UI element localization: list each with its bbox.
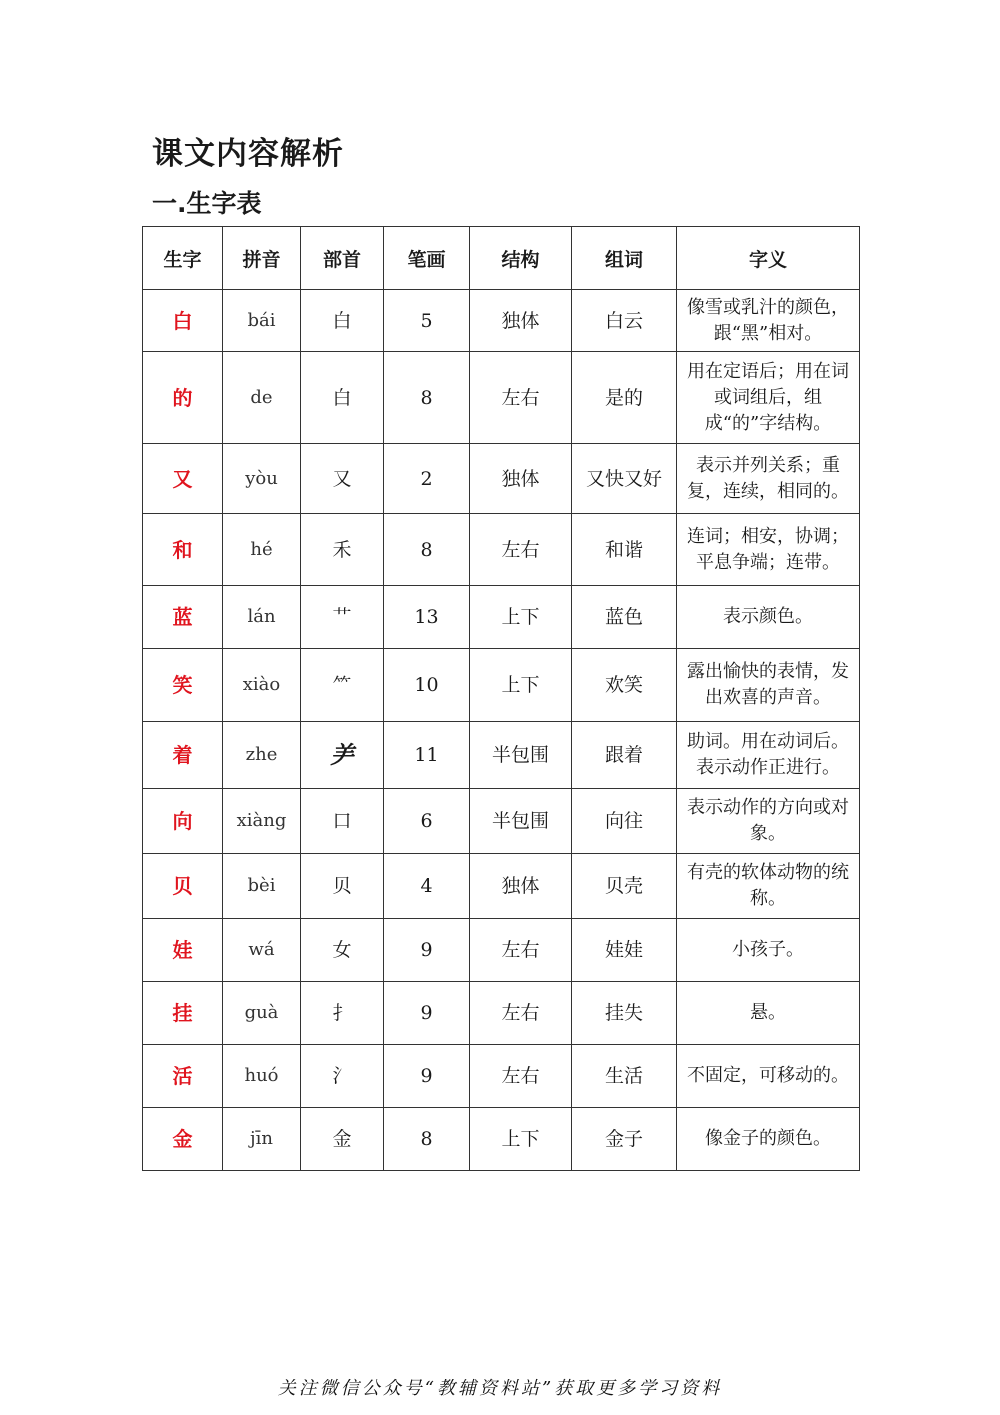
cell-words: 向往 [572, 789, 677, 854]
cell-structure: 上下 [470, 1108, 572, 1171]
cell-structure: 独体 [470, 854, 572, 919]
vocabulary-table [142, 226, 860, 1171]
cell-strokes: 2 [384, 444, 470, 514]
cell-char: 活 [143, 1045, 223, 1108]
cell-words: 娃娃 [572, 919, 677, 982]
cell-radical: 又 [301, 444, 384, 514]
cell-words: 挂失 [572, 982, 677, 1045]
cell-strokes: 8 [384, 514, 470, 586]
cell-words: 生活 [572, 1045, 677, 1108]
cell-meaning: 露出愉快的表情，发出欢喜的声音。 [677, 649, 860, 722]
cell-pinyin: guà [223, 982, 301, 1045]
cell-char: 娃 [143, 919, 223, 982]
cell-pinyin: xiàng [223, 789, 301, 854]
cell-radical: 白 [301, 352, 384, 444]
cell-words: 贝壳 [572, 854, 677, 919]
cell-strokes: 9 [384, 1045, 470, 1108]
cell-structure: 左右 [470, 352, 572, 444]
cell-char: 挂 [143, 982, 223, 1045]
header-words: 组词 [572, 227, 677, 290]
cell-meaning: 表示并列关系；重复，连续，相同的。 [677, 444, 860, 514]
cell-meaning: 表示颜色。 [677, 586, 860, 649]
cell-char: 金 [143, 1108, 223, 1171]
cell-radical: 女 [301, 919, 384, 982]
cell-structure: 左右 [470, 514, 572, 586]
cell-char: 蓝 [143, 586, 223, 649]
cell-char: 又 [143, 444, 223, 514]
cell-char: 的 [143, 352, 223, 444]
table-row [143, 514, 860, 586]
table-row [143, 789, 860, 854]
table-row [143, 919, 860, 982]
table-row [143, 854, 860, 919]
header-strokes: 笔画 [384, 227, 470, 290]
cell-meaning: 像雪或乳汁的颜色，跟“黑”相对。 [677, 290, 860, 352]
header-radical: 部首 [301, 227, 384, 290]
cell-pinyin: de [223, 352, 301, 444]
table-row [143, 722, 860, 789]
cell-meaning: 有壳的软体动物的统称。 [677, 854, 860, 919]
cell-pinyin: huó [223, 1045, 301, 1108]
cell-structure: 左右 [470, 982, 572, 1045]
page-title: 课文内容解析 [152, 136, 344, 172]
cell-radical: 艹 [301, 586, 384, 649]
cell-words: 跟着 [572, 722, 677, 789]
cell-radical: 禾 [301, 514, 384, 586]
cell-radical: 金 [301, 1108, 384, 1171]
cell-meaning: 助词。用在动词后。表示动作正进行。 [677, 722, 860, 789]
table-row [143, 649, 860, 722]
cell-pinyin: lán [223, 586, 301, 649]
cell-structure: 半包围 [470, 789, 572, 854]
cell-structure: 独体 [470, 290, 572, 352]
table-header-row [143, 227, 860, 290]
cell-structure: 左右 [470, 919, 572, 982]
section-title: 一.生字表 [152, 189, 262, 218]
cell-strokes: 5 [384, 290, 470, 352]
header-structure: 结构 [470, 227, 572, 290]
cell-meaning: 悬。 [677, 982, 860, 1045]
cell-structure: 独体 [470, 444, 572, 514]
cell-pinyin: jīn [223, 1108, 301, 1171]
cell-meaning: 不固定，可移动的。 [677, 1045, 860, 1108]
footer-note: 关注微信公众号“教辅资料站”获取更多学习资料 [277, 1378, 723, 1399]
cell-char: 贝 [143, 854, 223, 919]
table-row [143, 1045, 860, 1108]
cell-structure: 半包围 [470, 722, 572, 789]
cell-structure: 上下 [470, 649, 572, 722]
header-meaning: 字义 [677, 227, 860, 290]
cell-meaning: 像金子的颜色。 [677, 1108, 860, 1171]
cell-radical: ⺮ [301, 649, 384, 722]
cell-meaning: 用在定语后；用在词或词组后，组成“的”字结构。 [677, 352, 860, 444]
cell-pinyin: hé [223, 514, 301, 586]
cell-char: 向 [143, 789, 223, 854]
table-row [143, 352, 860, 444]
cell-words: 是的 [572, 352, 677, 444]
cell-radical: ⺶ [301, 722, 384, 789]
cell-strokes: 8 [384, 352, 470, 444]
cell-strokes: 8 [384, 1108, 470, 1171]
cell-strokes: 10 [384, 649, 470, 722]
cell-words: 蓝色 [572, 586, 677, 649]
cell-structure: 左右 [470, 1045, 572, 1108]
cell-pinyin: bái [223, 290, 301, 352]
table-row [143, 1108, 860, 1171]
cell-pinyin: wá [223, 919, 301, 982]
cell-pinyin: yòu [223, 444, 301, 514]
header-char: 生字 [143, 227, 223, 290]
cell-radical: 白 [301, 290, 384, 352]
table-row [143, 982, 860, 1045]
cell-meaning: 连词；相安，协调；平息争端；连带。 [677, 514, 860, 586]
cell-strokes: 11 [384, 722, 470, 789]
cell-words: 欢笑 [572, 649, 677, 722]
table-row [143, 444, 860, 514]
cell-words: 金子 [572, 1108, 677, 1171]
cell-strokes: 6 [384, 789, 470, 854]
cell-strokes: 4 [384, 854, 470, 919]
cell-radical: 扌 [301, 982, 384, 1045]
header-pinyin: 拼音 [223, 227, 301, 290]
cell-radical: 口 [301, 789, 384, 854]
table-row [143, 586, 860, 649]
table-row [143, 290, 860, 352]
cell-meaning: 表示动作的方向或对象。 [677, 789, 860, 854]
cell-words: 白云 [572, 290, 677, 352]
cell-meaning: 小孩子。 [677, 919, 860, 982]
cell-char: 笑 [143, 649, 223, 722]
cell-char: 白 [143, 290, 223, 352]
cell-char: 和 [143, 514, 223, 586]
cell-words: 和谐 [572, 514, 677, 586]
cell-words: 又快又好 [572, 444, 677, 514]
cell-strokes: 13 [384, 586, 470, 649]
cell-pinyin: xiào [223, 649, 301, 722]
cell-strokes: 9 [384, 919, 470, 982]
cell-structure: 上下 [470, 586, 572, 649]
cell-char: 着 [143, 722, 223, 789]
cell-radical: 氵 [301, 1045, 384, 1108]
cell-radical: 贝 [301, 854, 384, 919]
cell-strokes: 9 [384, 982, 470, 1045]
cell-pinyin: zhe [223, 722, 301, 789]
cell-pinyin: bèi [223, 854, 301, 919]
